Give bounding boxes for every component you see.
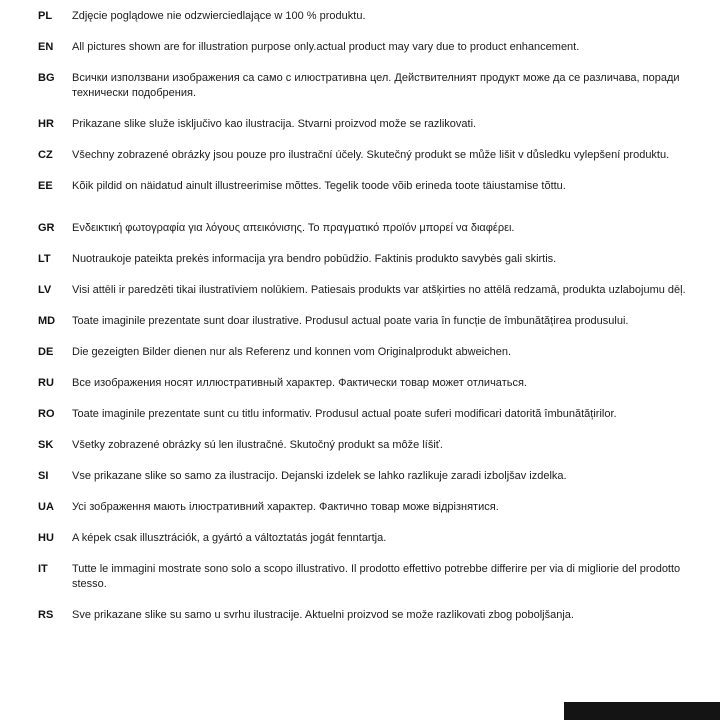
language-code: SK bbox=[38, 439, 54, 451]
language-code: CZ bbox=[38, 149, 53, 161]
disclaimer-row-hr bbox=[38, 117, 694, 132]
disclaimer-text: Tutte le immagini mostrate sono solo a scopo illustrativo. Il prodotto effettivo potrebbe differire per via di migliorie del prodotto stesso. bbox=[72, 563, 681, 590]
disclaimer-text: Всички използвани изображения са само с илюстративна цел. Действителният продукт може да се различава, поради технически подобрения. bbox=[72, 72, 680, 99]
disclaimer-text: Všetky zobrazené obrázky sú len ilustračné. Skutočný produkt sa môže líšiť. bbox=[72, 439, 443, 451]
disclaimer-text: All pictures shown are for illustration purpose only.actual product may vary due to product enhancement. bbox=[72, 41, 580, 53]
language-code: BG bbox=[38, 72, 55, 84]
disclaimer-row-si bbox=[38, 469, 694, 484]
disclaimer-row-ru bbox=[38, 376, 694, 391]
disclaimer-row-cz bbox=[38, 148, 694, 163]
disclaimer-text: Sve prikazane slike su samo u svrhu ilustracije. Aktuelni proizvod se može razlikovati zbog poboljšanja. bbox=[72, 609, 574, 621]
language-code: LT bbox=[38, 253, 51, 265]
disclaimer-row-ua bbox=[38, 500, 694, 515]
disclaimer-text: Die gezeigten Bilder dienen nur als Referenz und konnen vom Originalprodukt abweichen. bbox=[72, 346, 512, 358]
disclaimer-text: Vse prikazane slike so samo za ilustracijo. Dejanski izdelek se lahko razlikuje zaradi izboljšav izdelka. bbox=[72, 470, 567, 482]
disclaimer-row-gr bbox=[38, 221, 694, 236]
disclaimer-row-ro bbox=[38, 407, 694, 422]
disclaimer-row-hu bbox=[38, 531, 694, 546]
disclaimer-text: Visi attēli ir paredzēti tikai ilustratīviem nolūkiem. Patiesais produkts var atšķirties no attēlā redzamā, produkta uzlabojumu dēļ. bbox=[72, 284, 686, 296]
language-code: LV bbox=[38, 284, 52, 296]
disclaimer-text: Усі зображення мають ілюстративний характер. Фактично товар може відрізнятися. bbox=[72, 501, 499, 513]
language-code: DE bbox=[38, 346, 54, 358]
language-code: SI bbox=[38, 470, 49, 482]
disclaimer-text: Nuotraukoje pateikta prekės informacija yra bendro pobūdžio. Faktinis produkto savybės gali skirtis. bbox=[72, 253, 557, 265]
language-code: RU bbox=[38, 377, 54, 389]
language-code: GR bbox=[38, 222, 55, 234]
disclaimer-text: Všechny zobrazené obrázky jsou pouze pro ilustrační účely. Skutečný produkt se může lišit v důsledku vylepšení produktu. bbox=[72, 149, 670, 161]
disclaimer-text: A képek csak illusztrációk, a gyártó a változtatás jogát fenntartja. bbox=[72, 532, 387, 544]
language-code: UA bbox=[38, 501, 54, 513]
disclaimer-row-lv bbox=[38, 283, 694, 298]
disclaimer-row-de bbox=[38, 345, 694, 360]
disclaimer-row-en bbox=[38, 40, 694, 55]
disclaimer-row-sk bbox=[38, 438, 694, 453]
disclaimer-row-it bbox=[38, 562, 694, 592]
language-code: EN bbox=[38, 41, 54, 53]
language-code: PL bbox=[38, 10, 53, 22]
disclaimer-row-pl bbox=[38, 9, 694, 24]
language-code: MD bbox=[38, 315, 56, 327]
disclaimer-row-rs bbox=[38, 608, 694, 623]
bottom-right-bar bbox=[564, 702, 720, 720]
disclaimer-text: Toate imaginile prezentate sunt cu titlu informativ. Produsul actual poate suferi modificari datorită îmbunătățirilor. bbox=[72, 408, 617, 420]
disclaimer-text: Toate imaginile prezentate sunt doar ilustrative. Produsul actual poate varia în funcție de îmbunătățirea produsului. bbox=[72, 315, 629, 327]
disclaimer-text: Ενδεικτική φωτογραφία για λόγους απεικόνισης. Το πραγματικό προϊόν μπορεί να διαφέρει. bbox=[72, 222, 515, 234]
language-code: IT bbox=[38, 563, 48, 575]
language-code: HU bbox=[38, 532, 54, 544]
language-code: RS bbox=[38, 609, 54, 621]
disclaimer-text: Все изображения носят иллюстративный характер. Фактически товар может отличаться. bbox=[72, 377, 527, 389]
disclaimer-text: Kõik pildid on näidatud ainult illustreerimise mõttes. Tegelik toode võib erineda toote täiustamise tõttu. bbox=[72, 180, 566, 192]
disclaimer-row-lt bbox=[38, 252, 694, 267]
disclaimer-text: Prikazane slike služe isključivo kao ilustracija. Stvarni proizvod može se razlikovati. bbox=[72, 118, 477, 130]
disclaimer-row-md bbox=[38, 314, 694, 329]
language-code: HR bbox=[38, 118, 54, 130]
language-code: RO bbox=[38, 408, 55, 420]
language-code: EE bbox=[38, 180, 53, 192]
disclaimer-text: Zdjęcie poglądowe nie odzwierciedlające w 100 % produktu. bbox=[72, 10, 366, 22]
disclaimer-row-bg bbox=[38, 71, 694, 101]
disclaimer-row-ee bbox=[38, 179, 694, 194]
